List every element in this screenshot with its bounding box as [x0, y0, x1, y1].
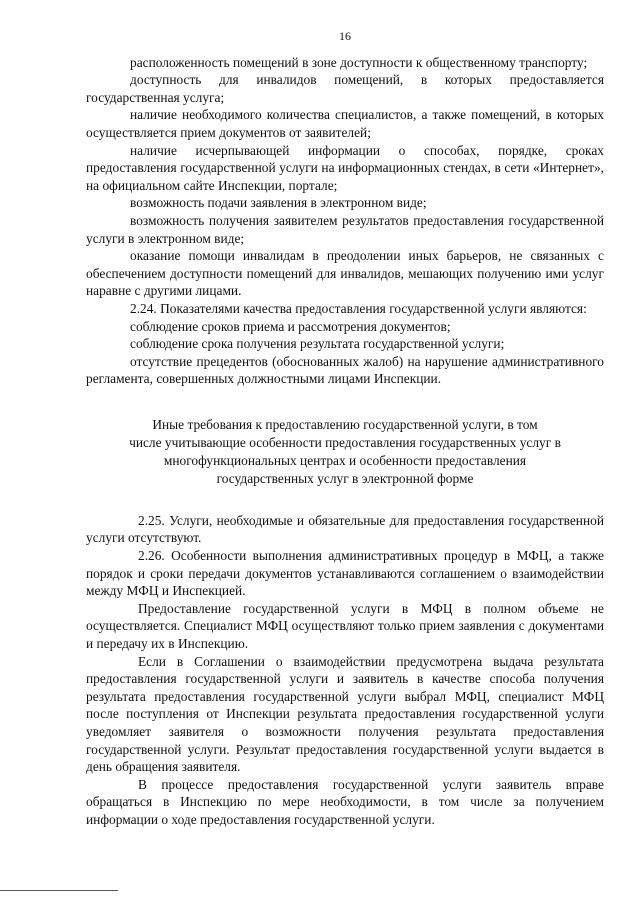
paragraph-applicant-rights: В процессе предоставления государственной услуги заявитель вправе обращаться в Инспекцию по мере необходимости, в том числе за получением информации о ходе предоставления государственной услуги.	[86, 776, 604, 827]
footer-rule	[0, 890, 118, 891]
paragraph-electronic-submission: возможность подачи заявления в электронном виде;	[130, 195, 427, 211]
section-heading	[86, 416, 604, 488]
paragraph-deadlines: соблюдение сроков приема и рассмотрения документов;	[130, 318, 451, 334]
paragraph-quality-indicators: 2.24. Показателями качества предоставления государственной услуги являются:	[130, 300, 587, 316]
paragraph-no-complaints: отсутствие прецедентов (обоснованных жалоб) на нарушение административного регламента, совершенных должностными лицами Инспекции.	[86, 353, 604, 387]
page-number: 16	[339, 29, 351, 43]
paragraph-result-deadline: соблюдение срока получения результата государственной услуги;	[130, 336, 505, 352]
paragraph-disabled-assistance: оказание помощи инвалидам в преодолении иных барьеров, не связанных с обеспечением доступности помещений для инвалидов, мешающих получению ими услуг наравне с другими лицами.	[86, 248, 604, 299]
paragraph-transport-access: расположенность помещений в зоне доступности к общественному транспорту;	[130, 54, 588, 70]
paragraph-mfc-result: Если в Соглашении о взаимодействии предусмотрена выдача результата предоставления государственной услуги и заявитель в качестве способа получения результата предоставления государственной услуги выбрал МФЦ, специалист МФЦ после поступления от Инспекции результата предоставления государственной услуги уведомляет заявителя о возможности получения результата предоставления государственной услуги. Результат предоставления государственной услуги выдается в день обращения заявителя.	[86, 653, 604, 775]
section-heading-line: государственных услуг в электронной форме	[216, 470, 474, 486]
section-heading-line: Иные требования к предоставлению государственной услуги, в том	[152, 416, 538, 432]
paragraph-2-25: 2.25. Услуги, необходимые и обязательные для предоставления государственной услуги отсутствуют.	[86, 512, 604, 546]
paragraph-2-26: 2.26. Особенности выполнения административных процедур в МФЦ, а также порядок и сроки передачи документов устанавливаются соглашением о взаимодействии между МФЦ и Инспекцией.	[86, 548, 604, 599]
paragraph-mfc-scope: Предоставление государственной услуги в МФЦ в полном объеме не осуществляется. Специалист МФЦ осуществляют только прием заявления с документами и передачу их в Инспекцию.	[86, 600, 604, 652]
section-heading-line: числе учитывающие особенности предоставления государственных услуг в	[129, 434, 561, 450]
paragraph-information: наличие исчерпывающей информации о способах, порядке, сроках предоставления государственной услуги на информационных стендах, в сети «Интернет», на официальном сайте Инспекции, портале;	[86, 142, 604, 193]
paragraph-electronic-result: возможность получения заявителем результатов предоставления государственной услуги в электронном виде;	[86, 212, 604, 246]
section-heading-line: многофункциональных центрах и особенности предоставления	[163, 452, 527, 468]
paragraph-disabled-access: доступность для инвалидов помещений, в которых предоставляется государственная услуга;	[86, 72, 604, 105]
paragraph-specialists: наличие необходимого количества специалистов, а также помещений, в которых осуществляется прием документов от заявителей;	[86, 107, 604, 140]
